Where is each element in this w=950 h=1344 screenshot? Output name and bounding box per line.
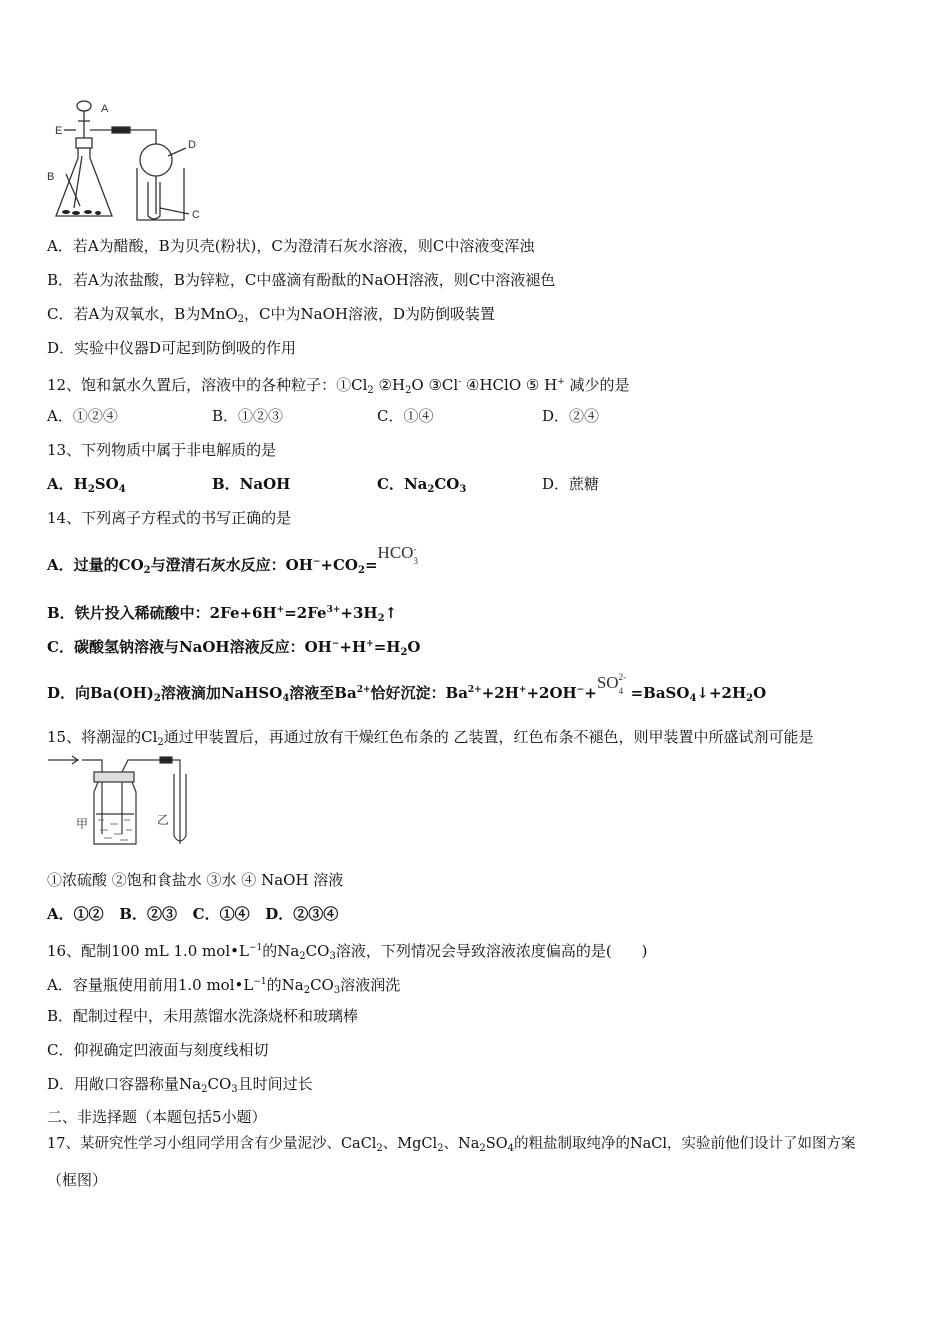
q13-option-b: B．NaOH: [212, 475, 291, 493]
label-a: A: [101, 103, 109, 115]
label-yi: 乙: [157, 813, 170, 827]
q12-option-d: D．②④: [542, 407, 600, 425]
q13-option-c: C．$Na_2CO_3$: [377, 475, 467, 495]
q15-stem: 15、将潮湿的$Cl_2$通过甲装置后，再通过放有干燥红色布条的 乙装置，红色布条不褪色，则甲装置中所盛试剂可能是: [47, 728, 814, 748]
q14-option-b: B．铁片投入稀硫酸中：$2Fe+6H^+=2Fe^{3+}+3H_2↑$: [47, 604, 398, 624]
q14-option-a: A．过量的$CO_2$与澄清石灰水反应：$OH^-+CO_2=HCO$ - 3: [47, 543, 418, 576]
apparatus-figure-q15: [44, 752, 204, 852]
label-jia: 甲: [76, 817, 89, 831]
q13-option-a: A．$H_2SO_4$: [47, 475, 126, 495]
q16-option-d: D．用敞口容器称量$Na_2CO_3$且时间过长: [47, 1075, 313, 1095]
q16-stem: 16、配制100 mL 1.0 $mol•L^{-1}$的$Na_2CO_3$溶液，下列情况会导致溶液浓度偏高的是( ): [47, 942, 648, 962]
q15-options: A．①② B．②③ C．①④ D．②③④: [47, 905, 339, 923]
q14-stem: 14、下列离子方程式的书写正确的是: [47, 509, 292, 527]
q12-stem: 12、饱和氯水久置后，溶液中的各种粒子：$①Cl_2$ $②H_2O$ ③Cl- ④HClO ⑤ H+ 减少的是: [47, 376, 630, 396]
q11-option-d: D．实验中仪器D可起到防倒吸的作用: [47, 339, 297, 357]
q13-stem: 13、下列物质中属于非电解质的是: [47, 441, 277, 459]
label-e: E: [55, 125, 63, 137]
q17-line2: （框图）: [47, 1171, 108, 1189]
label-b: B: [47, 171, 55, 183]
q11-option-b: B．若A为浓盐酸，B为锌粒，C中盛滴有酚酞的NaOH溶液，则C中溶液褪色: [47, 271, 556, 289]
q16-option-c: C．仰视确定凹液面与刻度线相切: [47, 1041, 269, 1059]
label-c: C: [192, 209, 200, 221]
q11-option-c: C．若A为双氧水，B为MnO$_2$，C中为NaOH溶液，D为防倒吸装置: [47, 305, 495, 325]
q12-option-b: B．①②③: [212, 407, 284, 425]
apparatus-figure-q11: [44, 96, 216, 224]
section-heading: 二、非选择题（本题包括5小题）: [47, 1108, 267, 1126]
q16-option-a: A．容量瓶使用前用1.0 $mol•L^{-1}$的$Na_2CO_3$溶液润洗: [47, 976, 401, 996]
q11-option-a: A．若A为醋酸，B为贝壳(粉状)，C为澄清石灰水溶液，则C中溶液变浑浊: [47, 237, 535, 255]
q12-option-a: A．①②④: [47, 407, 118, 425]
q13-option-d: D．蔗糖: [542, 475, 600, 493]
q14-option-c: C．碳酸氢钠溶液与NaOH溶液反应：$OH^-+H^+=H_2O$: [47, 638, 421, 658]
q14-option-d: D．向$Ba(OH)_2$溶液滴加NaHSO$_4$溶液至$Ba^{2+}$恰好沉淀：$Ba^{2+}+2H^++2OH^-+SO$ 2- 4 $=BaSO_4↓+2H_2O$: [47, 672, 767, 704]
q16-option-b: B．配制过程中，未用蒸馏水洗涤烧杯和玻璃棒: [47, 1007, 359, 1025]
q17-stem: 17、某研究性学习小组同学用含有少量泥沙、CaCl$_2$、MgCl$_2$、$Na_2SO_4$的粗盐制取纯净的NaCl，实验前他们设计了如图方案: [47, 1136, 856, 1154]
label-d: D: [188, 139, 196, 151]
q15-choices: ①浓硫酸 ②饱和食盐水 ③水 ④ NaOH 溶液: [47, 871, 344, 889]
q12-option-c: C．①④: [377, 407, 434, 425]
